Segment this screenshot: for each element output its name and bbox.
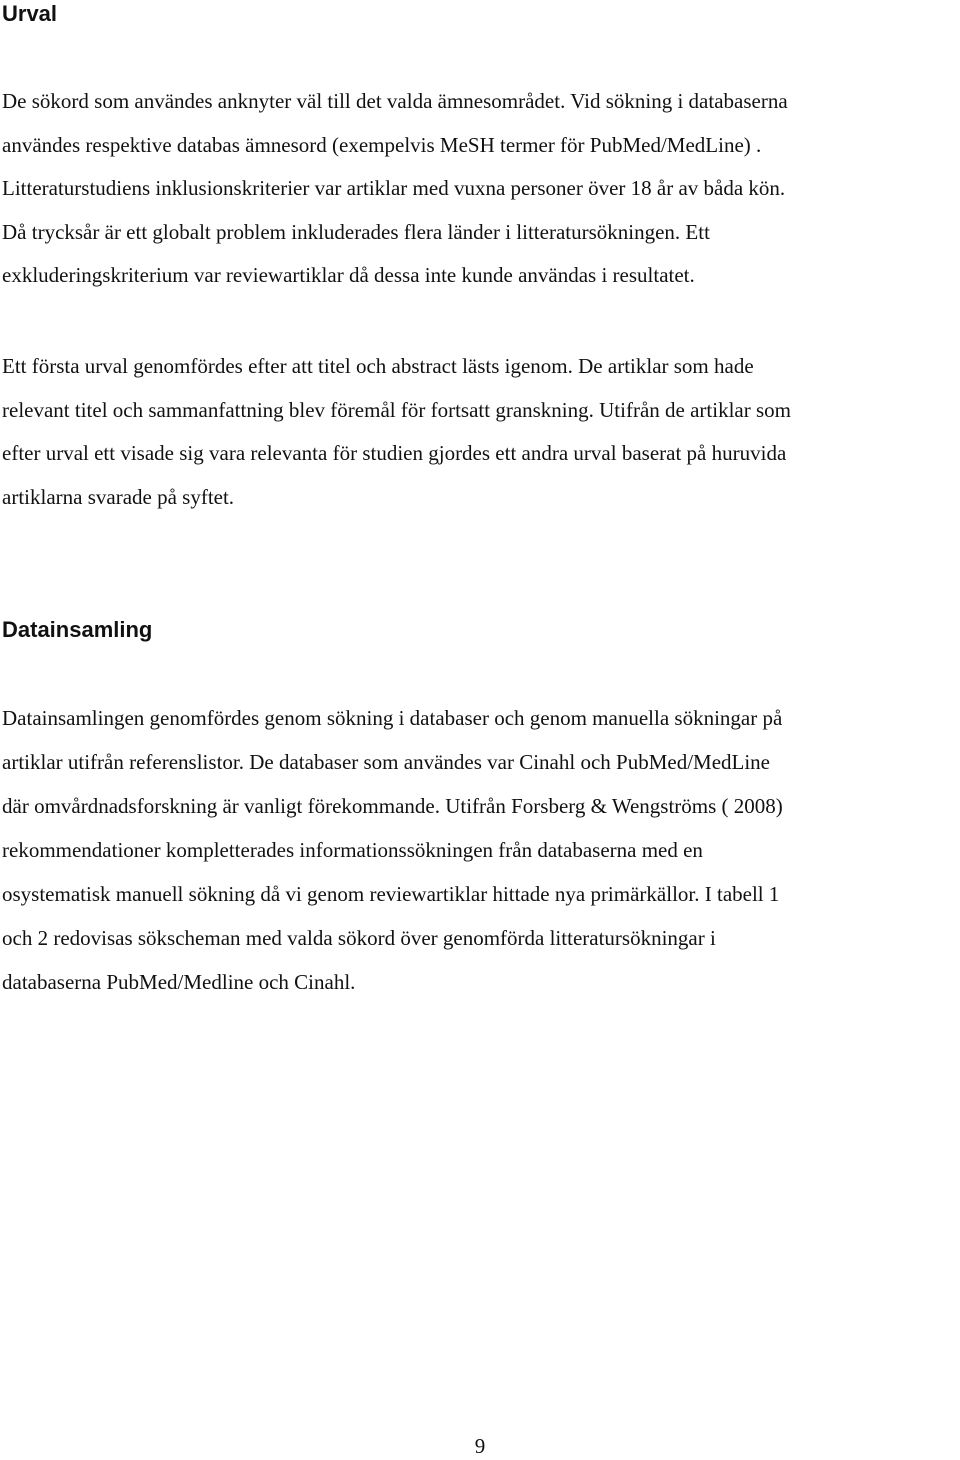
- paragraph-urval-search-terms: [2, 80, 960, 298]
- text-line: Datainsamlingen genomfördes genom sökning i databaser och genom manuella sökningar på: [2, 706, 783, 730]
- text-line: relevant titel och sammanfattning blev föremål för fortsatt granskning. Utifrån de artiklar som: [2, 397, 791, 422]
- text-line: och 2 redovisas sökscheman med valda sökord över genomförda litteratursökningar i: [2, 926, 716, 950]
- text-line: databaserna PubMed/Medline och Cinahl.: [2, 970, 356, 994]
- text-line: användes respektive databas ämnesord (exempelvis MeSH termer för PubMed/MedLine) .: [2, 132, 762, 157]
- section-heading-urval: Urval: [2, 1, 58, 26]
- text-line: exkluderingskriterium var reviewartiklar då dessa inte kunde användas i resultatet.: [2, 263, 695, 288]
- text-line: Då trycksår är ett globalt problem inkluderades flera länder i litteratursökningen. Ett: [2, 219, 710, 244]
- text-line: Ett första urval genomfördes efter att titel och abstract lästs igenom. De artiklar som hade: [2, 354, 754, 378]
- section-heading-datainsamling: Datainsamling: [2, 617, 153, 642]
- text-line: rekommendationer kompletterades informationssökningen från databaserna med en: [2, 838, 703, 862]
- text-line: artiklar utifrån referenslistor. De databaser som användes var Cinahl och PubMed/MedLine: [2, 750, 771, 774]
- paragraph-urval-selection: [2, 345, 960, 519]
- page-number: 9: [474, 1434, 486, 1458]
- text-line: De sökord som användes anknyter väl till det valda ämnesområdet. Vid sökning i databaserna: [2, 89, 788, 113]
- text-line: där omvårdnadsforskning är vanligt förekommande. Utifrån Forsberg & Wengströms ( 2008): [2, 794, 783, 818]
- text-line: Litteraturstudiens inklusionskriterier var artiklar med vuxna personer över 18 år av båda kön.: [2, 176, 786, 201]
- text-line: efter urval ett visade sig vara relevanta för studien gjordes ett andra urval baserat på huruvida: [2, 441, 787, 466]
- paragraph-datainsamling: [2, 696, 960, 1004]
- text-line: osystematisk manuell sökning då vi genom reviewartiklar hittade nya primärkällor. I tabell 1: [2, 882, 780, 906]
- text-line: artiklarna svarade på syftet.: [2, 484, 235, 509]
